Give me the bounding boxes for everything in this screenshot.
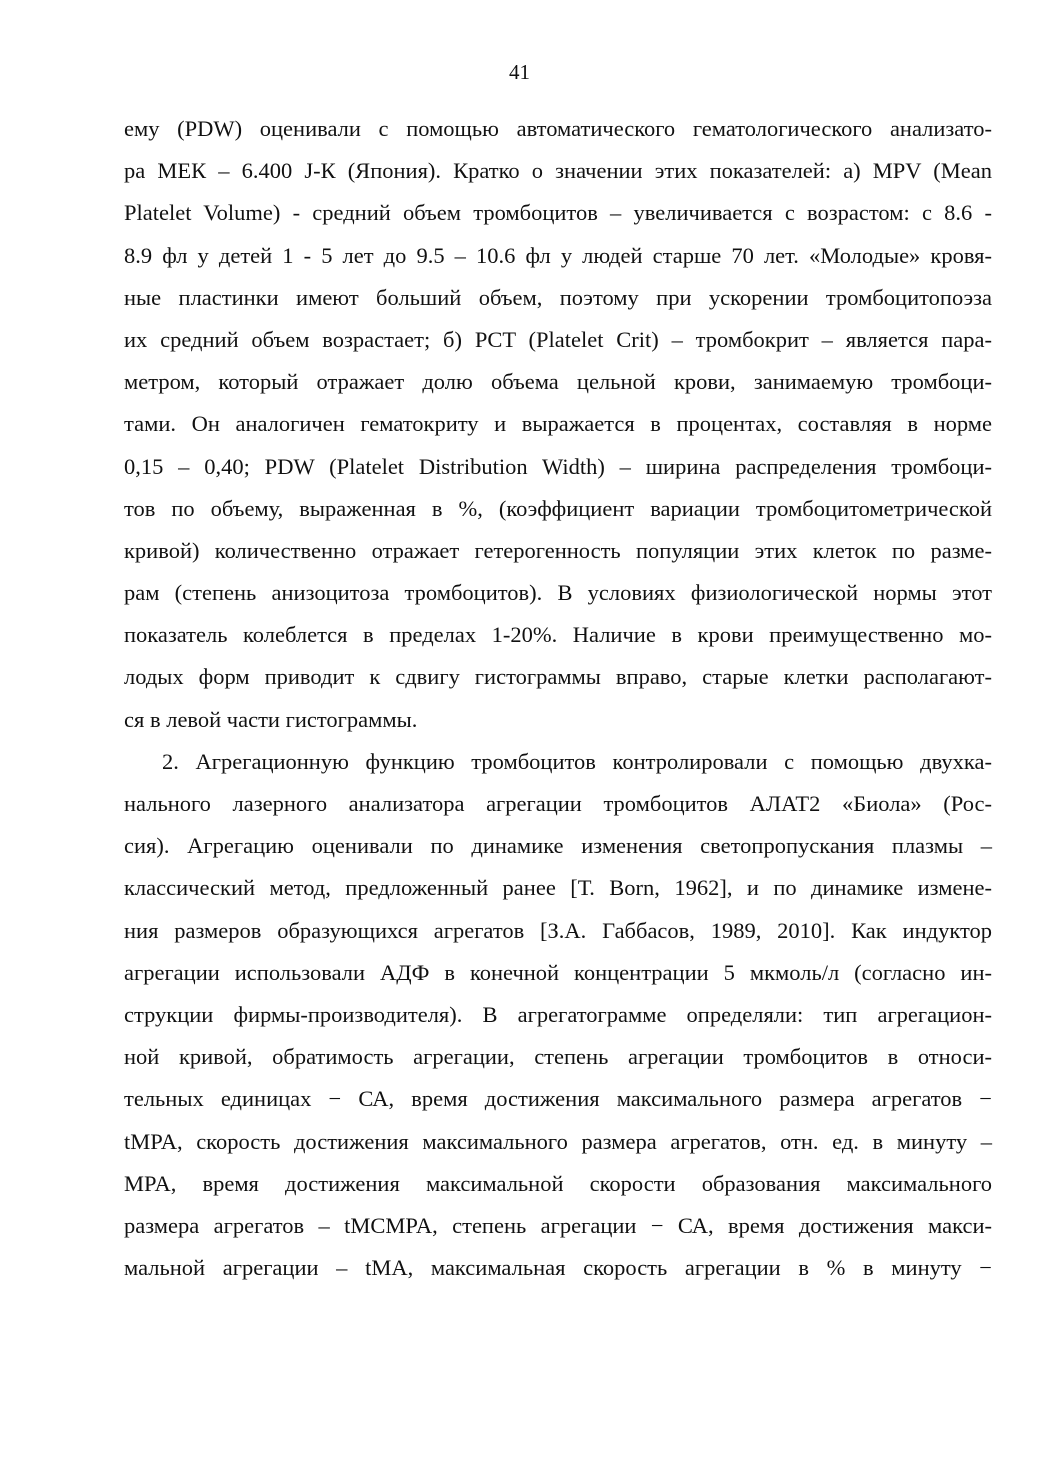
- text-line: нального лазерного анализатора агрегации тромбоцитов АЛАТ2 «Биола» (Рос-: [124, 791, 992, 816]
- text-line: Platelet Volume) - средний объем тромбоцитов – увеличивается с возрастом: с 8.6 -: [124, 200, 992, 226]
- text-line: MPA, время достижения максимальной скорости образования максимального: [124, 1170, 992, 1196]
- text-line: агрегации использовали АДФ в конечной концентрации 5 мкмоль/л (согласно ин-: [124, 959, 992, 985]
- text-line: показатель колеблется в пределах 1-20%. Наличие в крови преимущественно мо-: [124, 622, 992, 648]
- document-body: [124, 108, 992, 1289]
- text-line: ра МЕК – 6.400 J-К (Япония). Кратко о значении этих показателей: а) MPV (Mean: [124, 158, 992, 184]
- text-line: классический метод, предложенный ранее [Т. Born, 1962], и по динамике измене-: [124, 875, 992, 901]
- paragraph-1: [124, 108, 992, 741]
- text-line: 0,15 – 0,40; PDW (Platelet Distribution Width) – ширина распределения тромбоци-: [124, 453, 992, 479]
- text-line: ной кривой, обратимость агрегации, степень агрегации тромбоцитов в относи-: [124, 1044, 992, 1070]
- text-line: лодых форм приводит к сдвигу гистограммы вправо, старые клетки располагают-: [124, 664, 992, 690]
- text-line: их средний объем возрастает; б) PCT (Platelet Crit) – тромбокрит – является пара-: [124, 326, 992, 352]
- text-line: 8.9 фл у детей 1 - 5 лет до 9.5 – 10.6 фл у людей старше 70 лет. «Молодые» кровя-: [124, 242, 992, 268]
- text-line: ния размеров образующихся агрегатов [З.А. Габбасов, 1989, 2010]. Как индуктор: [124, 917, 992, 943]
- paragraph-2: [124, 741, 992, 1289]
- text-line: струкции фирмы-производителя). В агрегатограмме определяли: тип агрегацион-: [124, 1001, 992, 1027]
- text-line: метром, который отражает долю объема цельной крови, занимаемую тромбоци-: [124, 369, 992, 395]
- text-line: кривой) количественно отражает гетерогенность популяции этих клеток по разме-: [124, 537, 992, 563]
- text-line: ные пластинки имеют больший объем, поэтому при ускорении тромбоцитопоэза: [124, 284, 992, 310]
- page-number: 41: [509, 60, 530, 84]
- text-line: тов по объему, выраженная в %, (коэффициент вариации тромбоцитометрической: [124, 495, 992, 521]
- text-line: ему (PDW) оценивали с помощью автоматического гематологического анализато-: [124, 116, 992, 141]
- text-line: тами. Он аналогичен гематокриту и выражается в процентах, составляя в норме: [124, 411, 992, 437]
- text-line: размера агрегатов – tMCMPA, степень агрегации − СА, время достижения макси-: [124, 1212, 992, 1238]
- text-line: ся в левой части гистограммы.: [124, 706, 418, 732]
- text-line: рам (степень анизоцитоза тромбоцитов). В условиях физиологической нормы этот: [124, 580, 992, 606]
- text-line: тельных единицах − СА, время достижения максимального размера агрегатов −: [124, 1086, 992, 1112]
- text-line: tMPA, скорость достижения максимального размера агрегатов, отн. ед. в минуту –: [124, 1128, 992, 1154]
- text-line: мальной агрегации – tMA, максимальная скорость агрегации в % в минуту −: [124, 1255, 992, 1281]
- text-line: сия). Агрегацию оценивали по динамике изменения светопропускания плазмы –: [124, 833, 992, 859]
- text-line: 2. Агрегационную функцию тромбоцитов контролировали с помощью двухка-: [162, 748, 992, 774]
